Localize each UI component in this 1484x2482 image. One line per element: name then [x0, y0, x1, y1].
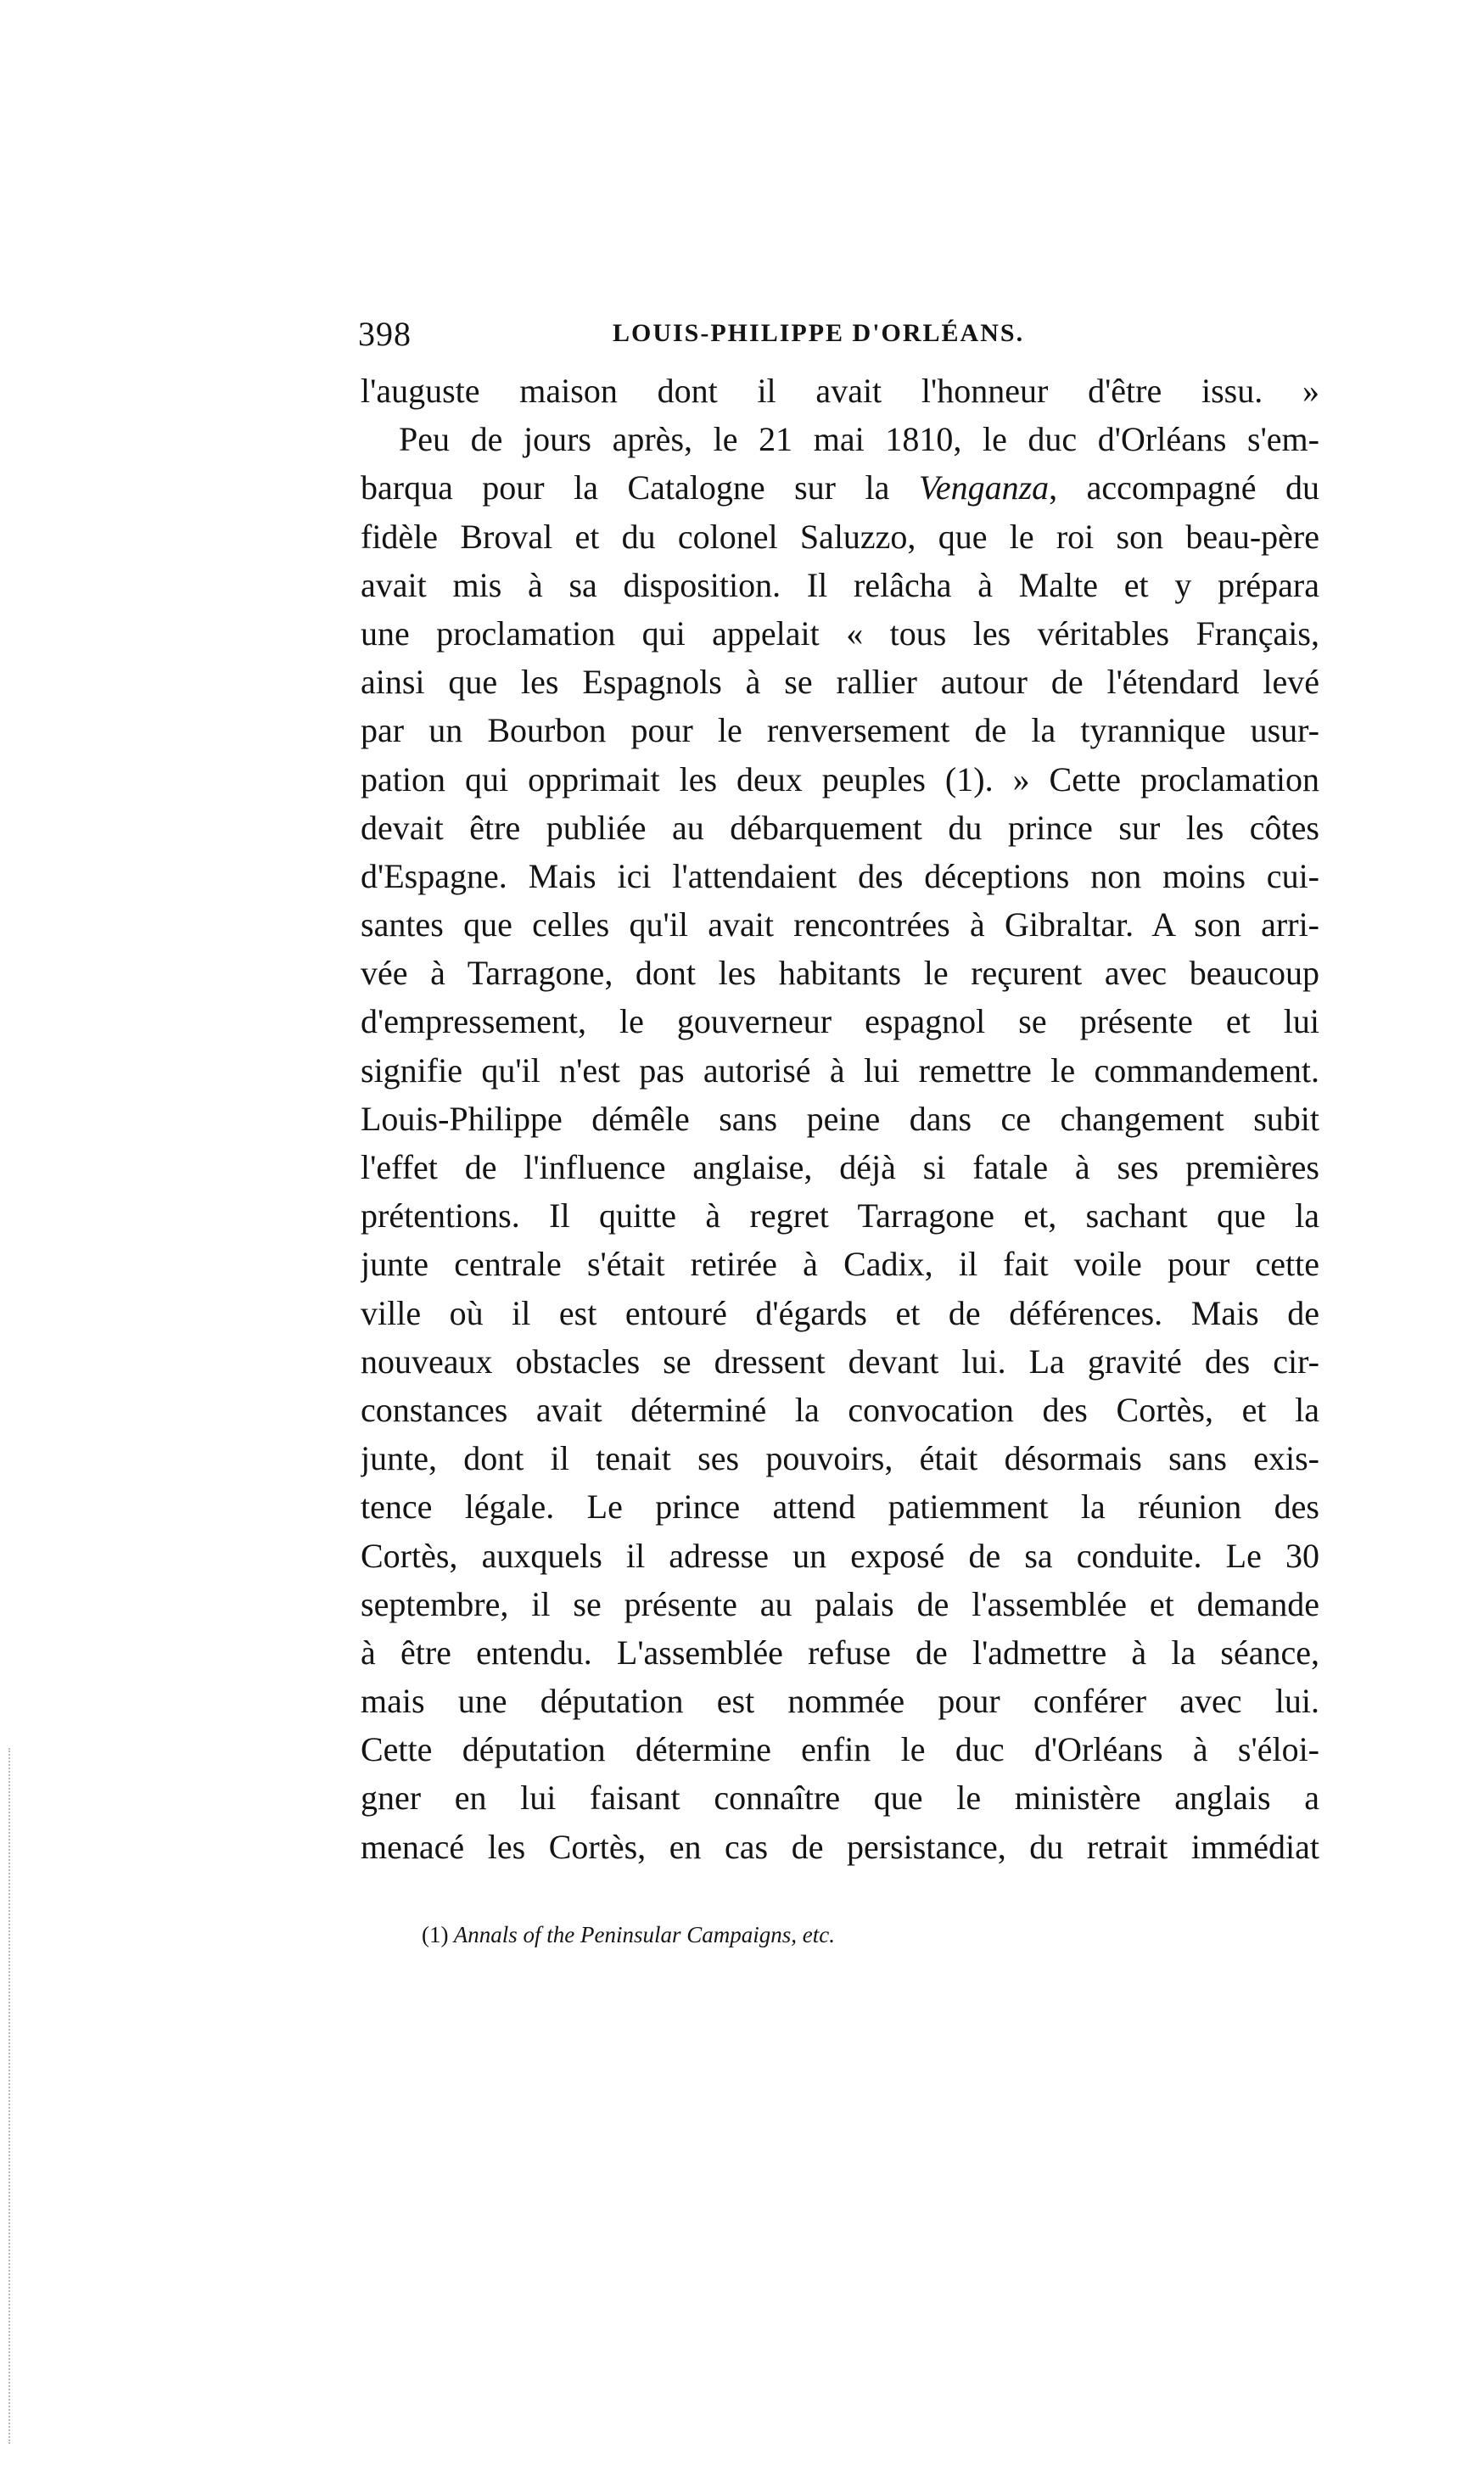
text-line: fidèle Broval et du colonel Saluzzo, que le roi son beau-père: [361, 517, 1319, 556]
running-title: LOUIS-PHILIPPE D'ORLÉANS.: [613, 319, 1025, 347]
text-line: tence légale. Le prince attend patiemment la réunion des: [361, 1488, 1319, 1527]
text-line: Louis-Philippe démêle sans peine dans ce changement subit: [361, 1099, 1319, 1138]
page-header: [358, 314, 1317, 365]
text-line: barqua pour la Catalogne sur la Venganza, accompagné du: [361, 468, 1319, 507]
footnote-mark: (1): [422, 1922, 449, 1947]
text-line: prétentions. Il quitte à regret Tarragone et, sachant que la: [361, 1196, 1319, 1235]
text-line: à être entendu. L'assemblée refuse de l'admettre à la séance,: [361, 1633, 1319, 1672]
text-line: junte, dont il tenait ses pouvoirs, était désormais sans exis-: [361, 1439, 1319, 1478]
footnote-text: Annals of the Peninsular Campaigns, etc.: [453, 1922, 835, 1947]
text-line: santes que celles qu'il avait rencontrées à Gibraltar. A son arri-: [361, 905, 1319, 944]
text-line: Cortès, auxquels il adresse un exposé de sa conduite. Le 30: [361, 1536, 1319, 1575]
text-line: ville où il est entouré d'égards et de déférences. Mais de: [361, 1293, 1319, 1332]
text-line: signifie qu'il n'est pas autorisé à lui remettre le commandement.: [361, 1051, 1319, 1090]
text-line: une proclamation qui appelait « tous les véritables Français,: [361, 613, 1319, 653]
text-line: d'empressement, le gouverneur espagnol se présente et lui: [361, 1002, 1319, 1041]
text-line: constances avait déterminé la convocation des Cortès, et la: [361, 1390, 1319, 1429]
text-line: Cette députation détermine enfin le duc d'Orléans à s'éloi-: [361, 1730, 1319, 1769]
text-line: d'Espagne. Mais ici l'attendaient des déceptions non moins cui-: [361, 856, 1319, 895]
text-line: Peu de jours après, le 21 mai 1810, le duc d'Orléans s'em-: [399, 420, 1319, 459]
text-line: ainsi que les Espagnols à se rallier autour de l'étendard levé: [361, 663, 1319, 702]
page-number: 398: [358, 315, 412, 353]
text-line: l'effet de l'influence anglaise, déjà si fatale à ses premières: [361, 1148, 1319, 1186]
text-line: avait mis à sa disposition. Il relâcha à Malte et y prépara: [361, 565, 1319, 604]
text-line: l'auguste maison dont il avait l'honneur d'être issu. »: [361, 372, 1319, 410]
text-line: nouveaux obstacles se dressent devant lui. La gravité des cir-: [361, 1342, 1319, 1381]
text-line: devait être publiée au débarquement du prince sur les côtes: [361, 808, 1319, 847]
text-line: junte centrale s'était retirée à Cadix, il fait voile pour cette: [361, 1245, 1319, 1284]
footnote: [422, 1922, 835, 1948]
text-line: par un Bourbon pour le renversement de la tyrannique usur-: [361, 711, 1319, 750]
text-line: gner en lui faisant connaître que le ministère anglais a: [361, 1779, 1319, 1818]
ship-name: Venganza: [918, 468, 1050, 507]
text-line: pation qui opprimait les deux peuples (1). » Cette proclamation: [361, 759, 1319, 798]
text-line: mais une députation est nommée pour conférer avec lui.: [361, 1682, 1319, 1721]
scan-margin-marks: [8, 1748, 14, 2444]
text-line: septembre, il se présente au palais de l'assemblée et demande: [361, 1584, 1319, 1623]
text-line: menacé les Cortès, en cas de persistance, du retrait immédiat: [361, 1827, 1319, 1866]
text-line: vée à Tarragone, dont les habitants le reçurent avec beaucoup: [361, 954, 1319, 993]
body-text: [361, 367, 1319, 1871]
